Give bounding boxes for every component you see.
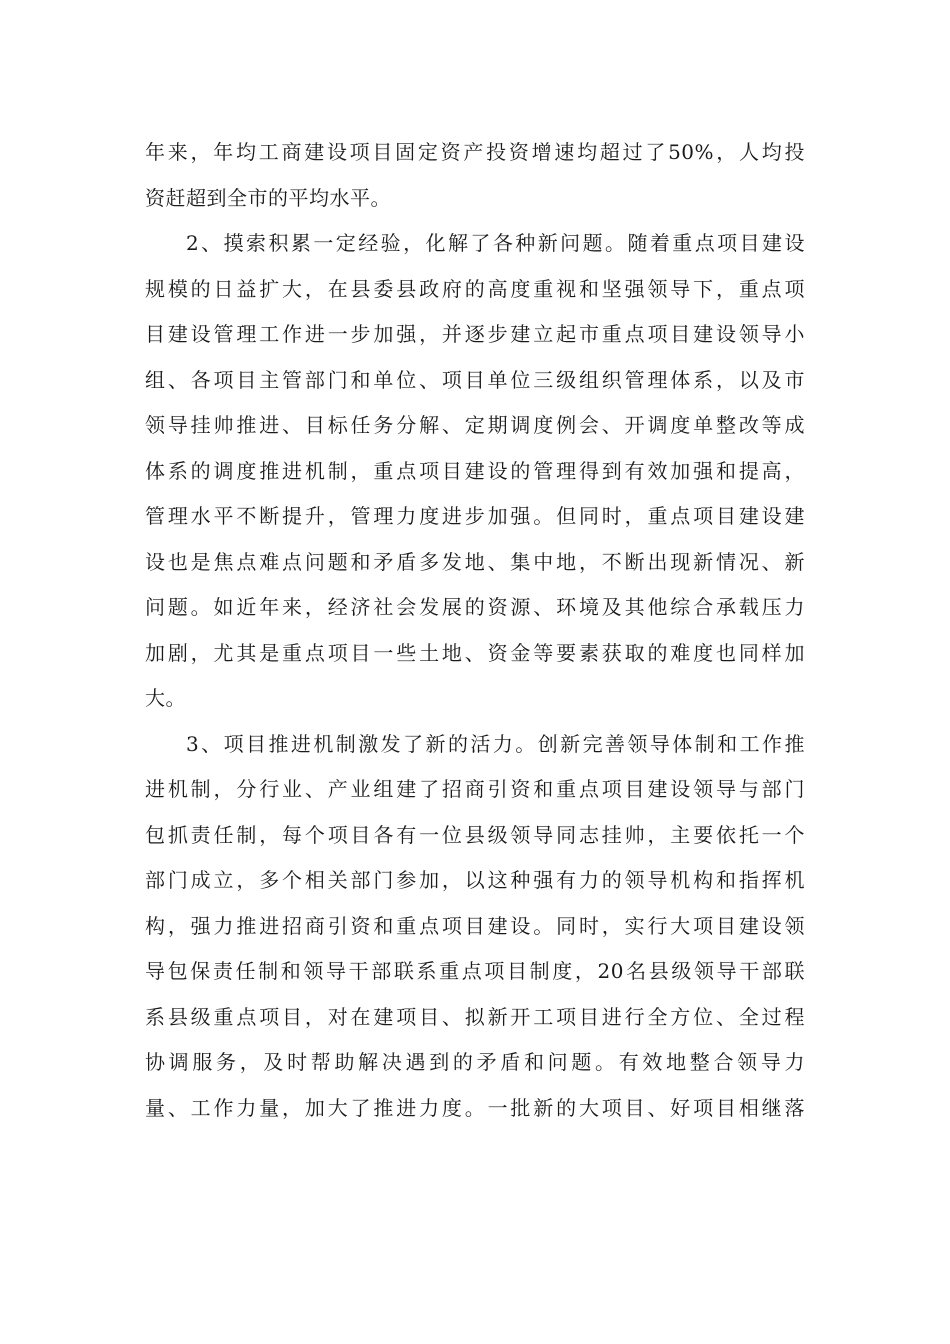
- text-line: 协调服务，及时帮助解决遇到的矛盾和问题。有效地整合领导力: [145, 1050, 805, 1074]
- text-line: 量、工作力量，加大了推进力度。一批新的大项目、好项目相继落: [145, 1095, 805, 1120]
- text-line: 资赶超到全市的平均水平。: [145, 185, 391, 210]
- text-line: 设也是焦点难点问题和矛盾多发地、集中地，不断出现新情况、新: [145, 549, 805, 574]
- text-line: 目建设管理工作进一步加强，并逐步建立起市重点项目建设领导小: [145, 322, 805, 346]
- text-line: 导包保责任制和领导干部联系重点项目制度，20名县级领导干部联: [145, 959, 805, 983]
- text-line: 2、摸索积累一定经验，化解了各种新问题。随着重点项目建设: [186, 231, 805, 255]
- text-line: 包抓责任制，每个项目各有一位县级领导同志挂帅，主要依托一个: [145, 822, 805, 847]
- text-line: 加剧，尤其是重点项目一些土地、资金等要素获取的难度也同样加: [145, 640, 805, 665]
- paragraph-2: [145, 221, 805, 722]
- text-line: 管理水平不断提升，管理力度进步加强。但同时，重点项目建设建: [145, 504, 805, 528]
- text-line: 构，强力推进招商引资和重点项目建设。同时，实行大项目建设领: [145, 913, 805, 938]
- text-line: 部门成立，多个相关部门参加，以这种强有力的领导机构和指挥机: [145, 868, 805, 892]
- text-line: 大。: [145, 686, 186, 710]
- paragraph-1: [145, 130, 805, 221]
- document-body: [145, 130, 805, 1131]
- text-line: 体系的调度推进机制，重点项目建设的管理得到有效加强和提高，: [145, 458, 805, 483]
- text-line: 问题。如近年来，经济社会发展的资源、环境及其他综合承载压力: [145, 595, 805, 619]
- text-line: 组、各项目主管部门和单位、项目单位三级组织管理体系，以及市: [145, 367, 805, 392]
- text-line: 进机制，分行业、产业组建了招商引资和重点项目建设领导与部门: [145, 777, 805, 801]
- text-line: 领导挂帅推进、目标任务分解、定期调度例会、开调度单整改等成: [145, 413, 805, 437]
- text-line: 规模的日益扩大，在县委县政府的高度重视和坚强领导下，重点项: [145, 276, 805, 301]
- paragraph-3: [145, 722, 805, 1132]
- text-line: 3、项目推进机制激发了新的活力。创新完善领导体制和工作推: [186, 731, 805, 756]
- text-line: 年来，年均工商建设项目固定资产投资增速均超过了50%，人均投: [145, 140, 805, 164]
- text-line: 系县级重点项目，对在建项目、拟新开工项目进行全方位、全过程: [145, 1004, 805, 1029]
